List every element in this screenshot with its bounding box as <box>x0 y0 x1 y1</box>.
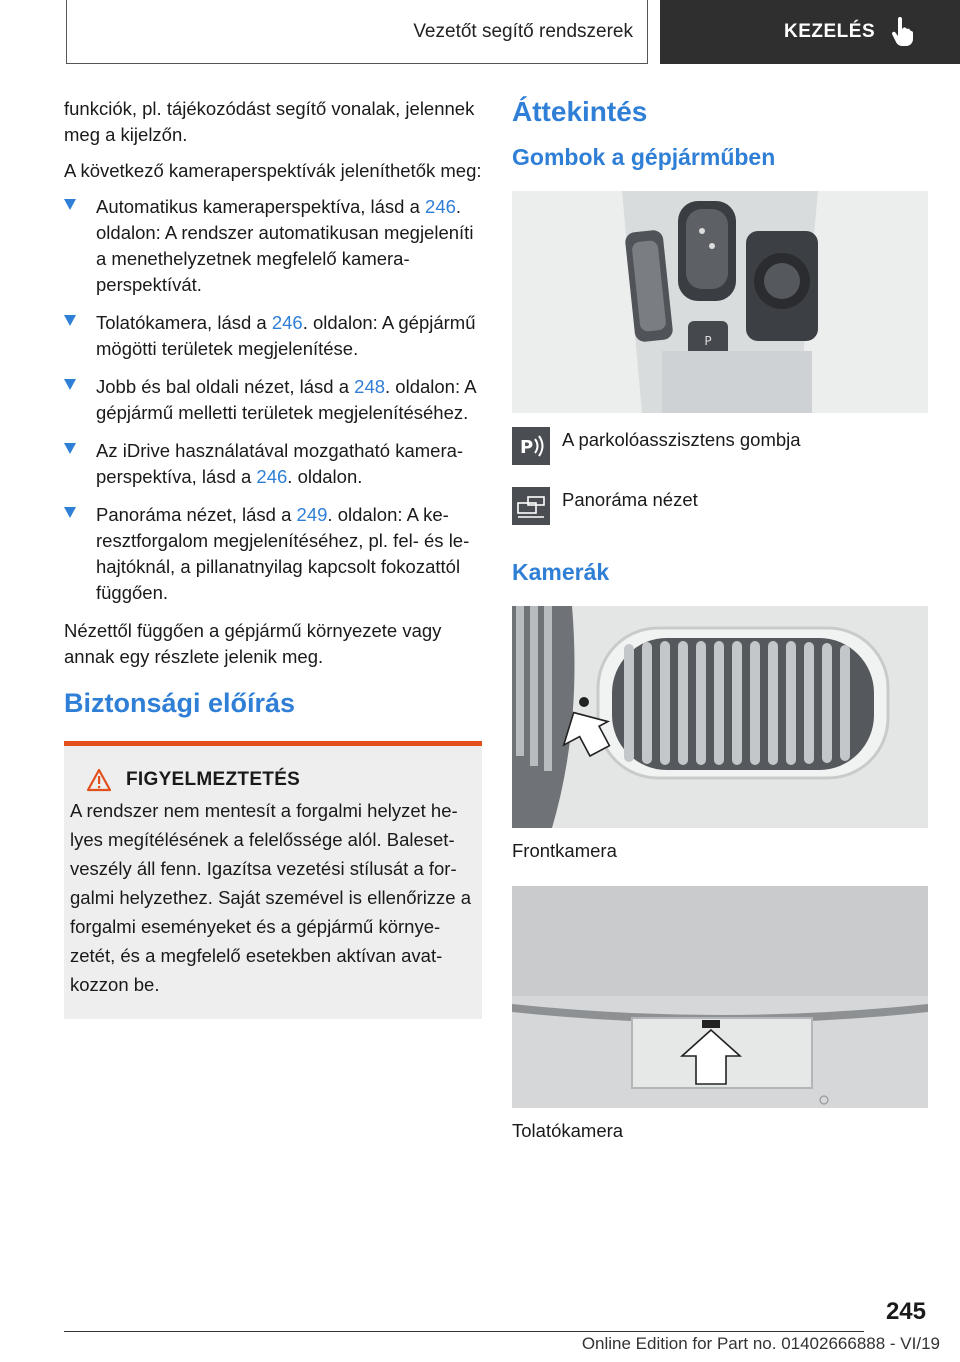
page-link[interactable]: 246 <box>425 196 456 217</box>
header-chapter <box>660 0 960 64</box>
page-link[interactable]: 249 <box>296 504 328 525</box>
list-item: Az iDrive használatával mozgatható kameraperspektíva, lásd a 246. oldalon. <box>64 438 482 490</box>
overview-title: Áttekintés <box>512 96 648 127</box>
panorama-view-icon <box>512 487 550 525</box>
page-number: 245 <box>885 1298 926 1325</box>
right-column <box>512 96 928 1166</box>
center-console-photo <box>512 191 928 413</box>
cameras-heading: Kamerák <box>512 559 610 585</box>
chapter-title: KEZELÉS <box>784 21 876 42</box>
intro-paragraph: funkciók, pl. tájékozódást segítő vonalak, jelennek meg a kijelzőn. <box>64 98 475 145</box>
bullet-triangle-icon <box>64 443 76 454</box>
page-link[interactable]: 248 <box>354 376 386 397</box>
footer-divider <box>64 1331 864 1332</box>
bullet-triangle-icon <box>64 379 76 390</box>
svg-text:P: P <box>704 334 712 348</box>
rear-camera-caption: Tolatókamera <box>512 1120 624 1141</box>
svg-text:P: P <box>520 437 534 458</box>
warning-title: FIGYELMEZTETÉS <box>126 769 301 790</box>
list-item: Automatikus kameraperspektíva, lásd a 246. oldalon: A rendszer automatikusan megjeleníti a menethelyzetnek megfelelő kameraperspektívát. <box>64 194 482 298</box>
perspective-list <box>64 194 482 606</box>
section-title: Vezetőt segítő rendszerek <box>413 20 633 42</box>
list-item: Tolatókamera, lásd a 246. oldalon: A gépjármű mögötti területek megjelenítése. <box>64 310 482 362</box>
list-item: Panoráma nézet, lásd a 249. oldalon: A keresztforgalom megjelenítéséhez, pl. fel- és lehajtóknál, a pillanatnyilag kapcsolt fokozattól függően. <box>64 502 482 606</box>
front-camera-photo <box>512 606 928 828</box>
safety-heading: Biztonsági előírás <box>64 688 296 718</box>
parking-assistant-icon <box>512 427 550 465</box>
page-link[interactable]: 246 <box>271 312 303 333</box>
panorama-view-row <box>512 487 928 525</box>
buttons-heading: Gombok a gépjárműben <box>512 144 776 170</box>
hand-pointer-icon <box>889 17 915 47</box>
bullet-triangle-icon <box>64 199 76 210</box>
outro-paragraph: Nézettől függően a gépjármű környezete vagy annak egy részlete jelenik meg. <box>64 620 442 667</box>
front-camera-caption: Frontkamera <box>512 840 617 861</box>
parking-assistant-row <box>512 427 928 465</box>
bullet-triangle-icon <box>64 507 76 518</box>
warning-triangle-icon <box>86 768 112 792</box>
parking-assistant-label: A parkolóasszisztens gombja <box>562 429 801 450</box>
left-column <box>64 96 482 1019</box>
warning-box <box>64 741 482 1019</box>
footer-edition: Online Edition for Part no. 01402666888 - VI/19 <box>581 1334 940 1353</box>
warning-text: A rendszer nem mentesít a forgalmi helyzet helyes megítélésének a felelőssége alól. Balesetveszély áll fenn. Igazítsa vezetési stílusát a forgalmi helyzethez. Saját szemével is ellenőrizze a forgalmi eseményeket és a gépjármű környezetét, és a megfelelő esetekben aktívan avatkozzon be. <box>70 800 472 995</box>
warning-header <box>70 768 476 792</box>
intro-paragraph-2: A következő kameraperspektívák jeleníthetők meg: <box>64 160 482 181</box>
list-item: Jobb és bal oldali nézet, lásd a 248. oldalon: A gépjármű melletti területek megjelenítéséhez. <box>64 374 482 426</box>
panorama-view-label: Panoráma nézet <box>562 489 698 510</box>
rear-camera-photo <box>512 886 928 1108</box>
bullet-triangle-icon <box>64 315 76 326</box>
page-link[interactable]: 246 <box>256 466 288 487</box>
header-section <box>66 0 648 64</box>
